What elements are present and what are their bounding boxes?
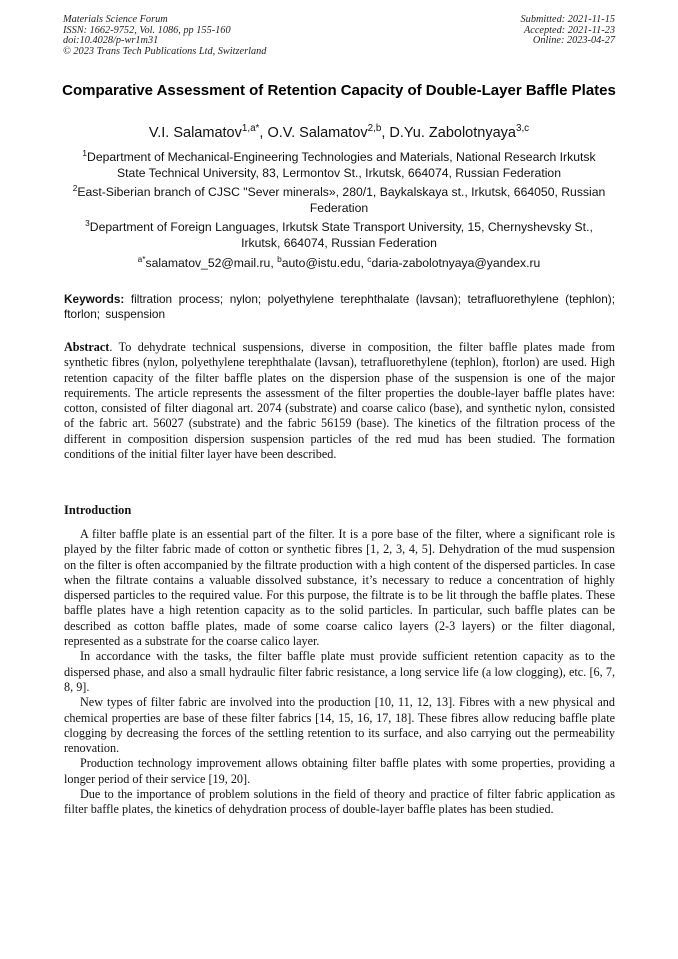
author-name: V.I. Salamatov (148, 125, 242, 141)
affiliation-text: Department of Mechanical-Engineering Technologies and Materials, National Research Irkutsk State Technical University, 83, Lermontov St., Irkutsk, 664074, Russian Federation (87, 150, 596, 180)
affiliation-mark: 3 (85, 217, 90, 228)
accepted-date: Accepted: 2021-11-23 (523, 24, 615, 36)
email-separator: , (360, 256, 368, 270)
email-mark: c (367, 253, 372, 264)
affiliation-mark: 2 (72, 182, 78, 193)
submission-dates (521, 15, 615, 47)
abstract-text: . To dehydrate technical suspensions, diverse in composition, the filter baffle plates made from synthetic fibres (nylon, polyethylene terephthalate (lavsan), tetrafluorethylene (tephlon), ftorlon) are used. High retention capacity of the filter baffle plates on the dispersion phase of the suspension is one of the major requirements. The article represents the assessment of the filter properties the double-layer baffle plates have: cotton, consisted of filter diagonal art. 2074 (substrate) and coarse calico (base), and synthetic nylon, consisted of the fabric art. 56027 (substrate) and the fabric 56159 (base). The kinetics of the filtration process of the different in composition dispersion suspension particles of the red mud has been studied. The formation conditions of the initial filter layer have been described. (64, 340, 615, 462)
copyright-line: © 2023 Trans Tech Publications Ltd, Switzerland (63, 46, 267, 58)
introduction-heading: Introduction (64, 503, 132, 517)
author-name: D.Yu. Zabolotnyaya (389, 125, 516, 141)
keywords-text: filtration process; nylon; polyethylene terephthalate (lavsan); tetrafluorethylene (tephlon); ftorlon; suspension (64, 292, 615, 321)
abstract-section (64, 340, 615, 462)
doi-line: doi:10.4028/p-wr1m31 (63, 35, 159, 47)
issn-line: ISSN: 1662-9752, Vol. 1086, pp 155-160 (63, 24, 231, 36)
affiliation-2 (70, 182, 608, 216)
introduction-body (64, 527, 615, 818)
author-separator: , (381, 125, 390, 141)
email-list (70, 253, 608, 272)
keywords-label: Keywords: (64, 292, 125, 306)
body-paragraph: Production technology improvement allows obtaining filter baffle plates with some properties, providing a longer period of their service [19, 20]. (64, 756, 615, 786)
email-address[interactable]: salamatov_52@mail.ru (145, 256, 271, 270)
affiliation-1 (70, 147, 608, 181)
author-affiliation-mark: 2,b (367, 123, 382, 135)
keywords-section (64, 292, 615, 321)
body-paragraph: Due to the importance of problem solutions in the field of theory and practice of filter fabric application as filter baffle plates, the kinetics of dehydration process of double-layer baffle plates has been studied. (64, 787, 615, 817)
body-paragraph: A filter baffle plate is an essential part of the filter. It is a pore base of the filter, where a significant role is played by the filter fabric made of cotton or synthetic fibres [1, 2, 3, 4, 5]. Dehydration of the mud suspension on the filter is often accompanied by the filtrate production with a high content of the dispersed particles. In case when the filtrate contains a valuable dissolved substance, it’s necessary to reduce a concentration of highly dispersed particles to the required value. For this purpose, the filtrate is to be lit through the baffle plates. These baffle plates have a high retention capacity as to the solid particles. In particular, such baffle plates can be described as cotton baffle plates, made of some coarse calico layers (2-3 layers) or the filter diagonal, represented as a substrate for the coarse calico layer. (64, 527, 615, 649)
journal-info (63, 15, 266, 58)
author-affiliation-mark: 1,a* (241, 123, 260, 135)
author-list (60, 124, 618, 142)
email-mark: a* (137, 253, 146, 264)
email-mark: b (277, 253, 282, 264)
affiliation-3 (70, 217, 608, 251)
abstract-label: Abstract (64, 340, 110, 354)
affiliation-text: East-Siberian branch of CJSC "Sever minerals», 280/1, Baykalskaya st., Irkutsk, 664050, Russian Federation (77, 185, 606, 215)
submitted-date: Submitted: 2021-11-15 (520, 14, 615, 25)
email-separator: , (270, 256, 278, 270)
author-separator: , (259, 125, 268, 141)
body-paragraph: In accordance with the tasks, the filter baffle plate must provide sufficient retention capacity as to the dispersed phase, and also a small hydraulic filter fabric resistance, a long service life (a low clogging), etc. [6, 7, 8, 9]. (64, 649, 615, 694)
paper-title: Comparative Assessment of Retention Capacity of Double-Layer Baffle Plates (62, 82, 616, 99)
affiliation-mark: 1 (82, 147, 88, 158)
email-address[interactable]: auto@istu.edu (281, 256, 361, 270)
author-name: O.V. Salamatov (267, 125, 368, 141)
affiliation-text: Department of Foreign Languages, Irkutsk State Transport University, 15, Chernyshevsky St., Irkutsk, 664074, Russian Federation (89, 220, 593, 250)
email-address[interactable]: daria-zabolotnyaya@yandex.ru (371, 256, 541, 270)
journal-name: Materials Science Forum (63, 14, 168, 25)
body-paragraph: New types of filter fabric are involved into the production [10, 11, 12, 13]. Fibres with a new physical and chemical properties are base of these filter fabrics [14, 15, 16, 17, 18]. These fibres allow reducing baffle plate clogging by decreasing the forces of the settling retention to its surface, and also carrying out the permeability renovation. (64, 695, 615, 756)
online-date: Online: 2023-04-27 (532, 35, 615, 47)
author-affiliation-mark: 3,c (515, 123, 530, 135)
